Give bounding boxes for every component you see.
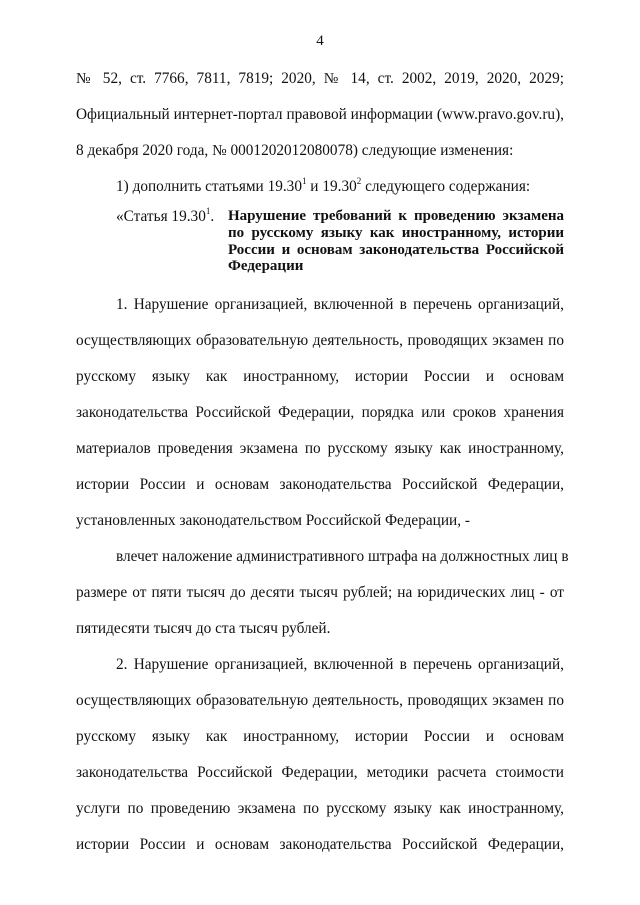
item-1-after: следующего содержания: [361,178,531,195]
penalty-line-3: пятидесяти тысяч до ста тысяч рублей. [76,620,331,637]
part-2-line-1: 2. Нарушение организацией, включенной в перечень организаций, [116,656,564,673]
article-title-line-4: Федерации [228,258,304,275]
penalty-line-2: размере от пяти тысяч до десяти тысяч рублей; на юридических лиц - от [76,584,564,601]
page-number: 4 [316,33,324,49]
part-1-line-6: истории России и основам законодательства Российской Федерации, [76,476,564,493]
intro-line-3: 8 декабря 2020 года, № 0001202012080078) следующие изменения: [76,142,514,159]
intro-line-2: Официальный интернет-портал правовой информации (www.pravo.gov.ru), [76,106,564,123]
article-title-line-2: по русскому языку как иностранному, истории [228,224,564,241]
part-1-line-5: материалов проведения экзамена по русскому языку как иностранному, [76,440,564,457]
item-1-text [116,175,531,196]
part-1-line-3: русскому языку как иностранному, истории России и основам [76,368,564,385]
part-2-line-4: законодательства Российской Федерации, методики расчета стоимости [76,764,564,781]
part-2-line-6: истории России и основам законодательства Российской Федерации, [76,836,564,853]
item-1-before: 1) дополнить статьями 19.30 [116,178,302,195]
item-1-sup-2: 2 [356,175,362,186]
article-title [228,208,564,275]
article-title-line-1: Нарушение требований к проведению экзамена [228,208,564,224]
article-label [116,205,215,226]
article-label-suffix: . [210,208,215,225]
item-1-middle: и 19.30 [306,178,357,195]
article-title-line-3: России и основам законодательства Российской [228,241,564,258]
part-2-line-3: русскому языку как иностранному, истории России и основам [76,728,564,745]
part-1-line-2: осуществляющих образовательную деятельность, проводящих экзамен по [76,332,564,349]
part-1-line-7: установленных законодательством Российской Федерации, - [76,512,470,529]
intro-line-1: № 52, ст. 7766, 7811, 7819; 2020, № 14, ст. 2002, 2019, 2020, 2029; [76,70,564,87]
part-2-line-5: услуги по проведению экзамена по русскому языку как иностранному, [76,800,564,817]
article-label-prefix: «Статья 19.30 [116,208,206,225]
part-1-line-1: 1. Нарушение организацией, включенной в перечень организаций, [116,296,564,313]
part-1-line-4: законодательства Российской Федерации, порядка или сроков хранения [76,404,564,421]
part-2-line-2: осуществляющих образовательную деятельность, проводящих экзамен по [76,692,564,709]
article-label-sup: 1 [205,205,211,216]
item-1-sup-1: 1 [301,175,307,186]
penalty-line-1: влечет наложение административного штрафа на должностных лиц в [116,548,569,565]
